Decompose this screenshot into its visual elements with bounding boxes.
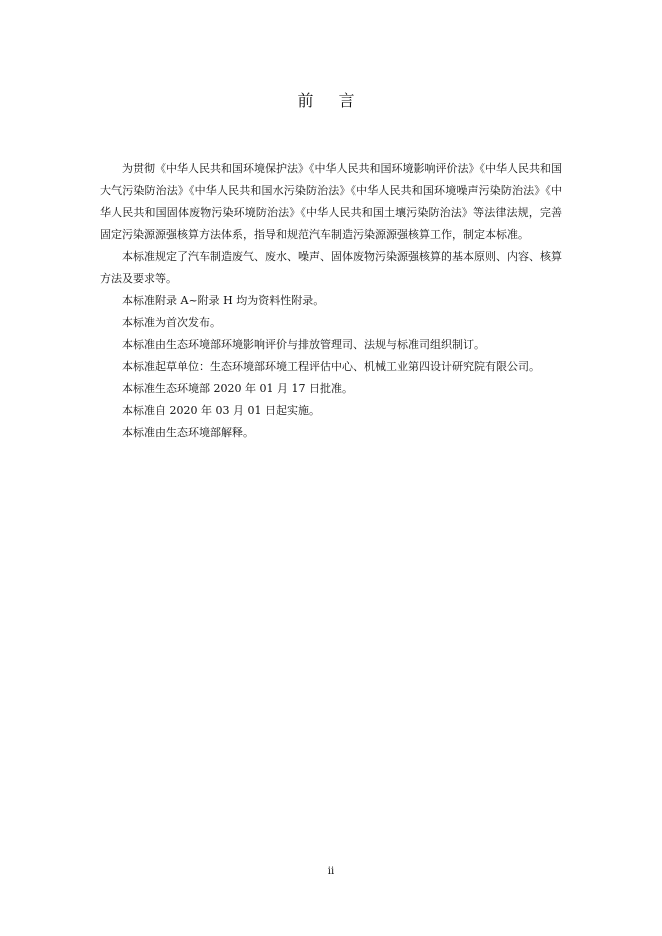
paragraph-approval-date: 本标准生态环境部 2020 年 01 月 17 日批准。 <box>122 382 353 395</box>
paragraph-drafting-units: 本标准起草单位：生态环境部环境工程评估中心、机械工业第四设计研究院有限公司。 <box>122 360 540 373</box>
paragraph-interpretation: 本标准由生态环境部解释。 <box>122 426 254 439</box>
paragraph-organized-by: 本标准由生态环境部环境影响评价与排放管理司、法规与标准司组织制订。 <box>122 338 485 351</box>
paragraph-scope: 本标准规定了汽车制造废气、废水、噪声、固体废物污染源强核算的基本原则、内容、核算方法及要求等。 <box>100 250 562 285</box>
paragraph-first-release: 本标准为首次发布。 <box>122 316 221 329</box>
foreword-body <box>100 158 562 444</box>
paragraph-appendix: 本标准附录 A~附录 H 均为资料性附录。 <box>122 294 325 307</box>
page-title: 前 言 <box>297 91 365 110</box>
page-number: ii <box>327 866 335 877</box>
paragraph-purpose: 为贯彻《中华人民共和国环境保护法》《中华人民共和国环境影响评价法》《中华人民共和国大气污染防治法》《中华人民共和国水污染防治法》《中华人民共和国环境噪声污染防治法》《中华人民共和国固体废物污染环境防治法》《中华人民共和国土壤污染防治法》等法律法规，完善固定污染源源强核算方法体系，指导和规范汽车制造污染源源强核算工作，制定本标准。 <box>100 162 562 241</box>
paragraph-effective-date: 本标准自 2020 年 03 月 01 日起实施。 <box>122 404 320 417</box>
